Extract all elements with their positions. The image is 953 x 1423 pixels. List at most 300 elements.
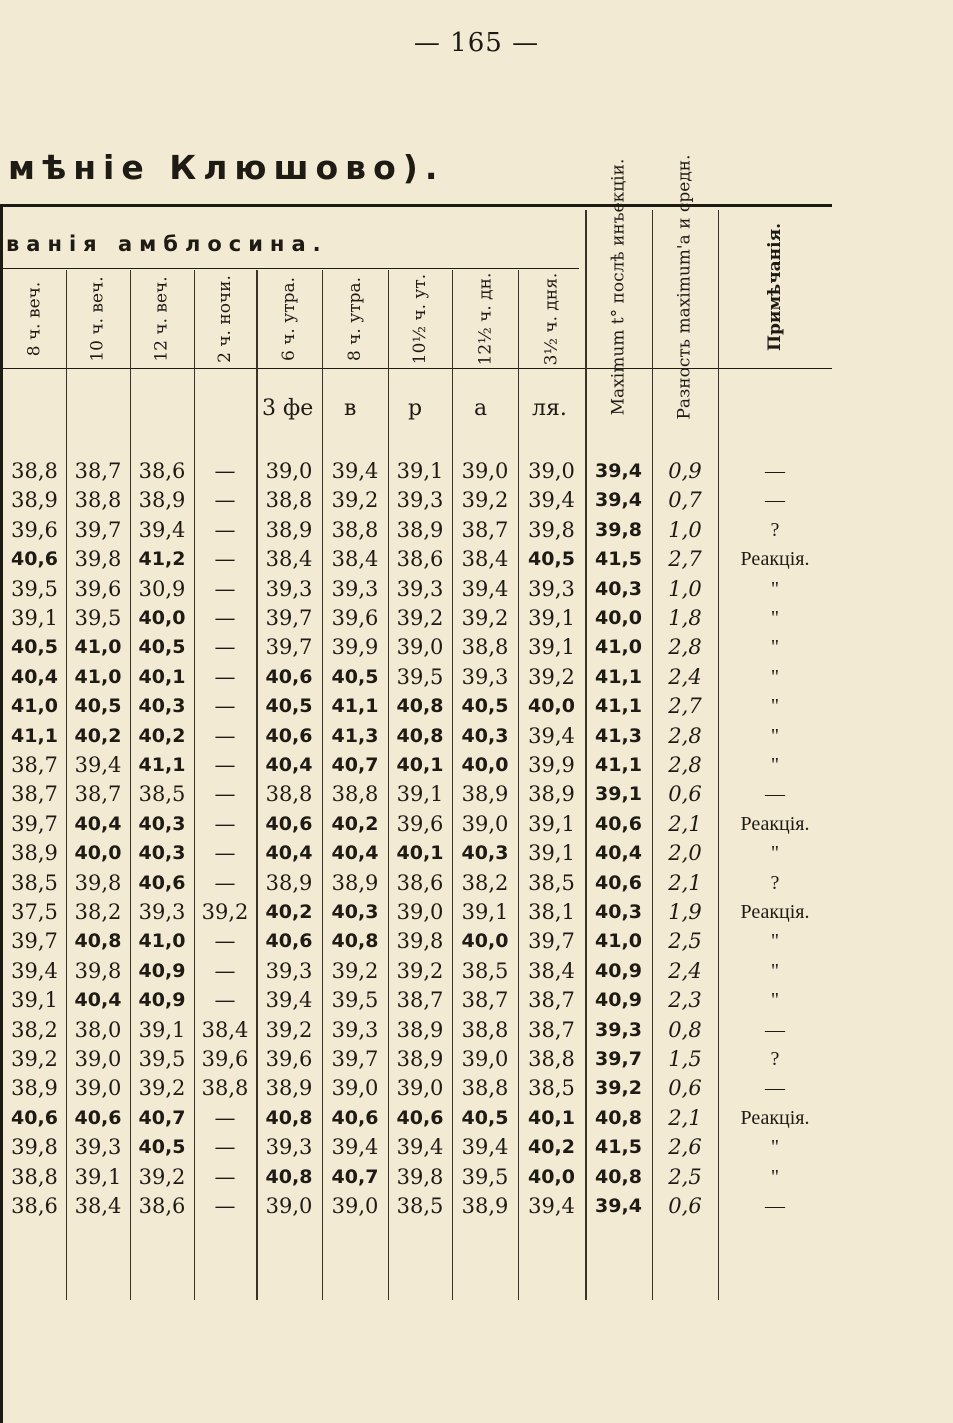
table-cell: 39,4	[11, 958, 58, 983]
table-cell: 38,7	[528, 1017, 575, 1042]
table-cell: 39,0	[396, 635, 444, 660]
column-header	[130, 270, 194, 368]
table-cell: 38,8	[265, 488, 313, 513]
table-cell: 38,9	[11, 488, 58, 513]
table-cell: —	[214, 1194, 236, 1218]
table-cell: 40,6	[595, 871, 642, 894]
table-cell: "	[770, 577, 780, 600]
table-cell: 39,0	[331, 1194, 379, 1218]
table-cell: 38,9	[265, 1076, 313, 1101]
table-cell: 39,2	[396, 958, 444, 983]
table-cell: 41,1	[11, 724, 58, 747]
table-cell: 38,9	[461, 1194, 509, 1218]
table-cell: 2,7	[668, 547, 702, 572]
table-cell: 38,1	[528, 900, 575, 924]
table-cell: 40,6	[74, 1106, 122, 1129]
table-cell: 39,6	[11, 517, 58, 542]
table-cell: 38,2	[461, 870, 509, 895]
table-cell: 40,2	[331, 812, 379, 835]
table-cell: 40,2	[265, 901, 313, 923]
table-cell: 40,6	[11, 1106, 58, 1129]
table-cell: —	[765, 783, 785, 806]
table-cell: 40,5	[461, 695, 509, 718]
table-cell: 39,2	[138, 1076, 186, 1101]
table-cell: 38,5	[138, 782, 186, 807]
column-header-label: 2 ч. ночи.	[215, 275, 235, 363]
column-header	[194, 270, 256, 368]
table-cell: 39,0	[74, 1076, 122, 1101]
table-cell: 39,4	[331, 459, 379, 483]
table-cell: 39,4	[528, 1194, 575, 1218]
table-cell: 0,8	[668, 1017, 702, 1042]
table-cell: 38,9	[331, 870, 379, 895]
table-cell: 39,5	[11, 576, 58, 601]
column-header	[518, 270, 585, 368]
table-cell: "	[770, 636, 780, 659]
table-cell: 39,2	[11, 1047, 58, 1071]
table-cell: 39,5	[461, 1164, 509, 1189]
table-cell: 41,3	[595, 724, 642, 747]
table-cell: 2,8	[668, 723, 702, 748]
table-cell: 39,2	[461, 606, 509, 630]
table-cell: 39,2	[331, 488, 379, 513]
table-cell: —	[214, 811, 236, 836]
table-cell: 40,5	[265, 695, 313, 718]
table-cell: 40,5	[11, 636, 58, 659]
table-cell: 39,4	[528, 723, 575, 748]
table-cell: 39,3	[331, 576, 379, 601]
table-cell: 0,7	[668, 488, 702, 513]
table-cell: 40,5	[138, 636, 186, 659]
table-cell: "	[770, 1165, 780, 1188]
table-cell: 39,0	[396, 900, 444, 924]
table-cell: 39,6	[331, 606, 379, 630]
table-cell: —	[214, 694, 236, 719]
table-cell: 40,3	[138, 842, 186, 865]
table-cell: 38,9	[461, 782, 509, 807]
table-cell: Реакція.	[740, 812, 810, 835]
table-cell: 39,1	[595, 783, 642, 806]
table-cell: 38,9	[11, 1076, 58, 1101]
table-cell: 39,6	[74, 576, 122, 601]
table-cell: 39,3	[265, 576, 313, 601]
table-cell: 41,1	[595, 665, 642, 688]
table-cell: 41,1	[595, 695, 642, 718]
table-cell: 40,5	[74, 695, 122, 718]
table-cell: 38,9	[396, 1047, 444, 1071]
column-header	[3, 270, 66, 368]
table-cell: 2,1	[668, 870, 702, 895]
table-cell: 40,1	[396, 754, 444, 776]
table-cell: 39,8	[11, 1135, 58, 1160]
table-cell: 39,5	[396, 664, 444, 689]
table-cell: 2,8	[668, 753, 702, 777]
table-cell: ?	[770, 1048, 780, 1070]
column-header-label: Разность maximum'а и средн.	[675, 154, 696, 420]
table-cell: 40,7	[331, 1165, 379, 1188]
table-cell: 39,8	[595, 518, 642, 541]
table-cell: 39,6	[201, 1047, 249, 1071]
table-cell: 40,6	[265, 724, 313, 747]
table-cell: 40,2	[138, 724, 186, 747]
table-cell: "	[770, 754, 780, 776]
table-cell: "	[770, 959, 780, 982]
column-header	[66, 270, 130, 368]
table-cell: —	[214, 606, 236, 630]
table-cell: 39,8	[74, 870, 122, 895]
table-cell: 39,0	[396, 1076, 444, 1101]
table-cell: 41,0	[595, 930, 642, 953]
table-cell: 38,6	[138, 1194, 186, 1218]
table-cell: —	[214, 723, 236, 748]
table-cell: 40,3	[595, 577, 642, 600]
table-cell: 38,7	[528, 988, 575, 1013]
table-cell: 40,9	[595, 989, 642, 1012]
table-cell: 2,5	[668, 1164, 702, 1189]
table-cell: 40,4	[74, 989, 122, 1012]
column-header	[718, 210, 832, 364]
table-cell: —	[214, 782, 236, 807]
table-cell: —	[214, 547, 236, 572]
table-cell: 39,7	[265, 606, 313, 630]
table-cell: —	[214, 841, 236, 866]
table-cell: 38,7	[396, 988, 444, 1013]
table-cell: 41,5	[595, 1136, 642, 1159]
table-cell: 1,9	[668, 900, 702, 924]
table-cell: 39,3	[138, 900, 186, 924]
table-cell: 40,0	[461, 754, 509, 776]
table-cell: 40,8	[265, 1165, 313, 1188]
table-cell: 39,6	[396, 811, 444, 836]
table-cell: —	[214, 929, 236, 954]
table-cell: 38,4	[74, 1194, 122, 1218]
table-cell: 38,7	[461, 517, 509, 542]
table-cell: 41,0	[595, 636, 642, 659]
table-cell: 2,8	[668, 635, 702, 660]
table-cell: "	[770, 665, 780, 688]
column-header	[322, 270, 388, 368]
table-cell: 40,8	[595, 1106, 642, 1129]
table-cell: 38,9	[528, 782, 575, 807]
table-cell: 38,9	[11, 841, 58, 866]
page-number: — 165 —	[413, 28, 540, 58]
table-cell: 40,0	[528, 1165, 575, 1188]
table-cell: 2,1	[668, 1105, 702, 1130]
table-cell: 39,5	[138, 1047, 186, 1071]
table-cell: 40,8	[595, 1165, 642, 1188]
table-cell: 2,1	[668, 811, 702, 836]
table-cell: 39,6	[265, 1047, 313, 1071]
table-cell: 40,6	[11, 548, 58, 571]
table-cell: 39,8	[528, 517, 575, 542]
table-cell: ?	[770, 871, 780, 894]
table-cell: —	[214, 988, 236, 1013]
month-label: р	[408, 396, 423, 421]
table-cell: 39,8	[74, 958, 122, 983]
table-cell: 39,2	[138, 1164, 186, 1189]
table-cell: 40,9	[138, 959, 186, 982]
table-cell: 40,5	[528, 548, 575, 571]
table-cell: 38,2	[74, 900, 122, 924]
table-cell: 38,7	[74, 782, 122, 807]
table-cell: 40,9	[138, 989, 186, 1012]
table-cell: 38,8	[11, 1164, 58, 1189]
table-cell: 39,4	[138, 517, 186, 542]
table-cell: 2,3	[668, 988, 702, 1013]
column-header-label: 10 ч. веч.	[88, 276, 109, 362]
table-cell: 39,1	[138, 1017, 186, 1042]
table-cell: 39,7	[331, 1047, 379, 1071]
table-cell: 2,5	[668, 929, 702, 954]
table-cell: 40,5	[461, 1106, 509, 1129]
table-cell: 38,7	[461, 988, 509, 1013]
table-cell: —	[765, 1018, 785, 1041]
table-cell: "	[770, 930, 780, 953]
table-cell: 38,5	[461, 958, 509, 983]
table-cell: 40,6	[396, 1106, 444, 1129]
table-cell: 1,5	[668, 1047, 702, 1071]
column-header-label: 8 ч. веч.	[24, 281, 45, 357]
month-label: а	[474, 396, 488, 421]
table-cell: 39,7	[11, 811, 58, 836]
table-cell: —	[765, 1077, 785, 1100]
table-cell: 40,8	[396, 724, 444, 747]
table-cell: —	[765, 460, 785, 482]
table-cell: —	[214, 1164, 236, 1189]
table-cell: 40,8	[331, 930, 379, 953]
table-cell: —	[765, 1195, 785, 1217]
table-cell: 40,1	[396, 842, 444, 865]
table-cell: 40,4	[595, 842, 642, 865]
table-top-rule	[0, 204, 832, 207]
table-cell: 39,3	[74, 1135, 122, 1160]
table-cell: —	[214, 459, 236, 483]
table-cell: "	[770, 842, 780, 865]
column-header-label: 10½ ч. ут.	[410, 273, 430, 365]
table-cell: 39,2	[595, 1077, 642, 1100]
table-cell: 39,0	[461, 1047, 509, 1071]
table-cell: 41,0	[74, 665, 122, 688]
table-cell: 39,8	[396, 1164, 444, 1189]
table-cell: —	[214, 870, 236, 895]
table-cell: 39,7	[11, 929, 58, 954]
table-cell: 39,2	[265, 1017, 313, 1042]
table-cell: —	[214, 576, 236, 601]
table-cell: 40,4	[265, 754, 313, 776]
table-cell: 1,0	[668, 517, 702, 542]
table-cell: 40,1	[138, 665, 186, 688]
table-cell: 39,7	[595, 1048, 642, 1070]
table-cell: 38,5	[528, 870, 575, 895]
table-cell: 38,2	[11, 1017, 58, 1042]
table-cell: —	[214, 488, 236, 513]
table-cell: 40,8	[396, 695, 444, 718]
table-cell: 39,1	[528, 635, 575, 660]
table-cell: 38,4	[461, 547, 509, 572]
table-cell: 38,6	[138, 459, 186, 483]
table-cell: 2,0	[668, 841, 702, 866]
table-cell: 38,5	[528, 1076, 575, 1101]
table-cell: 39,3	[265, 1135, 313, 1160]
table-cell: 39,4	[461, 576, 509, 601]
column-header-label: 12 ч. веч.	[152, 276, 173, 362]
column-header-label: 6 ч. утра.	[279, 276, 300, 362]
table-cell: 39,2	[528, 664, 575, 689]
table-cell: 39,3	[595, 1018, 642, 1041]
table-cell: Реакція.	[740, 1106, 810, 1129]
table-cell: 38,5	[396, 1194, 444, 1218]
table-cell: 38,8	[461, 635, 509, 660]
table-cell: 38,8	[265, 782, 313, 807]
table-cell: 39,3	[265, 958, 313, 983]
table-cell: 40,6	[331, 1106, 379, 1129]
table-cell: 39,4	[595, 489, 642, 512]
column-header-label: 8 ч. утра.	[345, 276, 366, 362]
table-cell: 40,0	[74, 842, 122, 865]
table-cell: "	[770, 989, 780, 1012]
subtitle: ванія амблосина.	[6, 232, 328, 256]
table-cell: ?	[770, 518, 780, 541]
table-cell: 39,0	[461, 459, 509, 483]
table-cell: 39,1	[396, 459, 444, 483]
table-cell: 0,9	[668, 459, 702, 483]
table-cell: —	[214, 664, 236, 689]
table-cell: 40,5	[331, 665, 379, 688]
table-cell: 40,9	[595, 959, 642, 982]
table-cell: 38,6	[396, 547, 444, 572]
table-cell: 39,7	[528, 929, 575, 954]
table-cell: "	[770, 695, 780, 718]
table-cell: 40,0	[138, 607, 186, 629]
table-cell: 39,2	[461, 488, 509, 513]
table-cell: "	[770, 1136, 780, 1159]
table-cell: 39,4	[74, 753, 122, 777]
month-label: в	[344, 396, 357, 421]
table-cell: 41,0	[138, 930, 186, 953]
table-cell: 38,7	[74, 459, 122, 483]
table-cell: 38,4	[528, 958, 575, 983]
table-cell: 41,1	[331, 695, 379, 718]
table-cell: 39,4	[595, 1195, 642, 1217]
table-cell: 39,4	[331, 1135, 379, 1160]
table-cell: 40,6	[265, 930, 313, 953]
column-header	[388, 270, 452, 368]
table-cell: 38,8	[331, 517, 379, 542]
table-cell: 38,8	[74, 488, 122, 513]
column-header	[652, 154, 718, 420]
table-cell: —	[214, 1105, 236, 1130]
table-cell: 38,8	[461, 1017, 509, 1042]
table-cell: 38,9	[265, 870, 313, 895]
table-cell: 0,6	[668, 782, 702, 807]
table-cell: 38,9	[138, 488, 186, 513]
table-cell: 0,6	[668, 1076, 702, 1101]
month-label: ля.	[532, 396, 567, 421]
table-cell: ––	[765, 489, 785, 512]
table-cell: 38,9	[265, 517, 313, 542]
table-cell: 2,7	[668, 694, 702, 719]
table-cell: 39,4	[595, 460, 642, 482]
table-cell: 40,3	[138, 812, 186, 835]
table-cell: 40,3	[138, 695, 186, 718]
table-cell: 40,6	[138, 871, 186, 894]
table-cell: 38,8	[528, 1047, 575, 1071]
table-cell: 41,5	[595, 548, 642, 571]
table-cell: 39,1	[461, 900, 509, 924]
table-cell: 41,1	[595, 754, 642, 776]
column-header-label: Maximum t° послѣ инъекціи.	[608, 158, 629, 416]
table-cell: 41,3	[331, 724, 379, 747]
column-header-label: 12½ ч. дн.	[475, 272, 496, 366]
table-cell: 40,3	[595, 901, 642, 923]
table-cell: 37,5	[11, 900, 58, 924]
table-cell: 38,4	[201, 1017, 249, 1042]
table-cell: 39,3	[331, 1017, 379, 1042]
table-cell: 38,7	[11, 782, 58, 807]
table-cell: 40,4	[331, 842, 379, 865]
table-cell: 40,5	[138, 1136, 186, 1159]
table-cell: 39,0	[528, 459, 575, 483]
table-cell: "	[770, 607, 780, 629]
table-cell: 40,4	[11, 665, 58, 688]
table-cell: 40,6	[595, 812, 642, 835]
table-cell: 40,7	[331, 754, 379, 776]
table-cell: 39,1	[74, 1164, 122, 1189]
table-cell: 39,3	[528, 576, 575, 601]
table-cell: 39,3	[396, 488, 444, 513]
table-cell: 39,2	[396, 606, 444, 630]
table-cell: 39,0	[265, 459, 313, 483]
table-cell: 40,3	[331, 901, 379, 923]
table-cell: —	[214, 753, 236, 777]
table-cell: 40,0	[595, 607, 642, 629]
table-cell: 38,7	[11, 753, 58, 777]
table-cell: 39,4	[528, 488, 575, 513]
table-cell: 41,0	[11, 695, 58, 718]
table-cell: 40,7	[138, 1106, 186, 1129]
table-cell: 40,6	[265, 812, 313, 835]
table-cell: 0,6	[668, 1194, 702, 1218]
table-cell: 38,6	[396, 870, 444, 895]
table-cell: 38,9	[396, 1017, 444, 1042]
table-cell: 1,0	[668, 576, 702, 601]
table-cell: 39,0	[265, 1194, 313, 1218]
table-cell: 39,0	[331, 1076, 379, 1101]
table-cell: 39,9	[331, 635, 379, 660]
table-cell: 38,4	[265, 547, 313, 572]
table-cell: 40,2	[74, 724, 122, 747]
table-cell: 39,1	[396, 782, 444, 807]
table-cell: 39,1	[528, 841, 575, 866]
table-cell: 38,9	[396, 517, 444, 542]
table-cell: 39,1	[11, 988, 58, 1013]
column-header	[585, 158, 652, 416]
table-cell: —	[214, 958, 236, 983]
table-cell: 38,8	[331, 782, 379, 807]
table-cell: 39,4	[461, 1135, 509, 1160]
table-cell: 39,0	[74, 1047, 122, 1071]
table-cell: 40,2	[528, 1136, 575, 1159]
table-cell: 38,6	[11, 1194, 58, 1218]
table-cell: 39,2	[331, 958, 379, 983]
table-cell: 38,5	[11, 870, 58, 895]
table-cell: 38,8	[461, 1076, 509, 1101]
column-header-label: Примѣчанія.	[765, 222, 786, 352]
table-cell: —	[214, 635, 236, 660]
table-cell: 40,0	[461, 930, 509, 953]
table-cell: 41,1	[138, 754, 186, 776]
table-cell: 39,1	[11, 606, 58, 630]
